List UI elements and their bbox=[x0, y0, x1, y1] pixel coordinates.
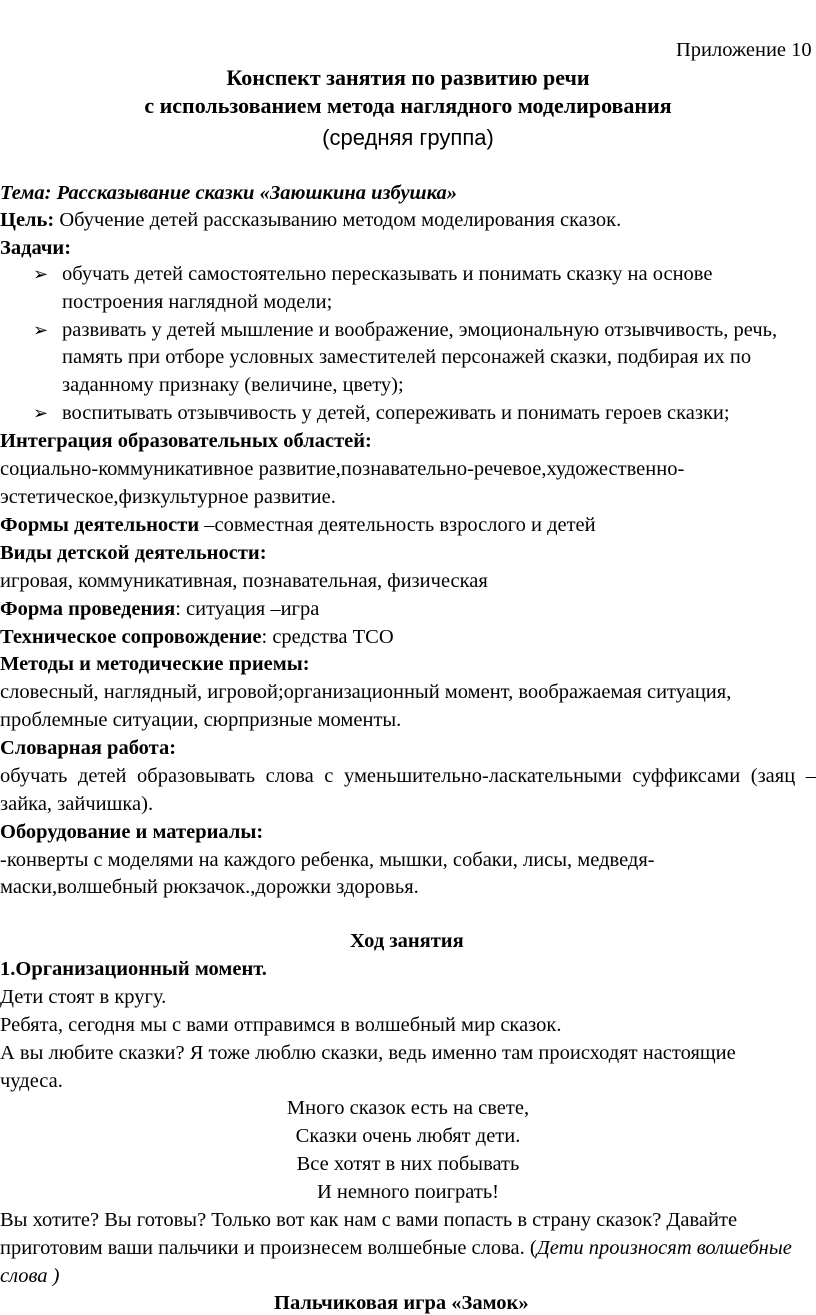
tech-value: : средства ТСО bbox=[261, 626, 394, 648]
theme-value: Рассказывание сказки «Заюшкина избушка» bbox=[56, 182, 458, 204]
vocab-label: Словарная работа: bbox=[0, 737, 177, 759]
methods-line1: словесный, наглядный, игровой;организационный момент, воображаемая ситуация, bbox=[0, 681, 732, 703]
poem-line-2: Сказки очень любят дети. bbox=[295, 1125, 521, 1147]
theme-label: Тема: bbox=[0, 182, 57, 204]
paragraph-2: Ребята, сегодня мы с вами отправимся в волшебный мир сказок. bbox=[0, 1014, 562, 1036]
task-2-line1: развивать у детей мышление и воображение, эмоциональную отзывчивость, речь, bbox=[62, 319, 778, 341]
form-conduct-line bbox=[0, 599, 319, 620]
theme-line bbox=[0, 183, 457, 204]
tech-label: Техническое сопровождение bbox=[0, 626, 262, 648]
document-title-line2: с использованием метода наглядного моделирования bbox=[144, 93, 672, 118]
vocab-line1: обучать детей образовывать слова с уменьшительно-ласкательными суффиксами (заяц – bbox=[0, 765, 816, 787]
paragraph-4-line3: слова ) bbox=[0, 1265, 60, 1287]
methods-label: Методы и методические приемы: bbox=[0, 653, 310, 675]
integration-line2: эстетическое,физкультурное развитие. bbox=[0, 486, 336, 508]
course-title: Ход занятия bbox=[350, 930, 464, 952]
goal-label: Цель: bbox=[0, 209, 55, 231]
goal-value: Обучение детей рассказыванию методом моделирования сказок. bbox=[54, 209, 622, 231]
finger-game-heading: Пальчиковая игра «Замок» bbox=[274, 1292, 529, 1314]
bullet-arrow-icon: ➢ bbox=[33, 264, 49, 285]
paragraph-3-line2: чудеса. bbox=[0, 1070, 63, 1092]
forms-value: –совместная деятельность взрослого и детей bbox=[199, 514, 596, 536]
paragraph-4-line2 bbox=[0, 1238, 792, 1259]
task-1-line1: обучать детей самостоятельно пересказывать и понимать сказку на основе bbox=[62, 263, 713, 285]
form-conduct-label: Форма проведения bbox=[0, 598, 176, 620]
form-conduct-value: : ситуация –игра bbox=[175, 598, 320, 620]
equipment-label: Оборудование и материалы: bbox=[0, 821, 264, 843]
methods-line2: проблемные ситуации, сюрпризные моменты. bbox=[0, 709, 402, 731]
paragraph-3-line1: А вы любите сказки? Я тоже люблю сказки, ведь именно там происходят настоящие bbox=[0, 1042, 736, 1064]
poem-line-4: И немного поиграть! bbox=[316, 1181, 500, 1203]
goal-line bbox=[0, 210, 621, 231]
tasks-label: Задачи: bbox=[0, 237, 72, 259]
poem-line-3: Все хотят в них побывать bbox=[296, 1153, 520, 1175]
paragraph-4-text: приготовим ваши пальчики и произнесем волшебные слова. ( bbox=[0, 1237, 537, 1259]
tech-line bbox=[0, 627, 394, 648]
kinds-value: игровая, коммуникативная, познавательная, физическая bbox=[0, 570, 488, 592]
bullet-arrow-icon: ➢ bbox=[33, 320, 49, 341]
integration-label: Интеграция образовательных областей: bbox=[0, 430, 372, 452]
appendix-label: Приложение 10 bbox=[676, 39, 812, 61]
paragraph-1: Дети стоят в кругу. bbox=[0, 986, 167, 1008]
paragraph-4-italic: Дети произносят волшебные bbox=[536, 1237, 792, 1259]
kinds-label: Виды детской деятельности: bbox=[0, 542, 267, 564]
integration-line1: социально-коммуникативное развитие,познавательно-речевое,художественно- bbox=[0, 458, 685, 480]
task-1-line2: построения наглядной модели; bbox=[62, 291, 333, 313]
poem-line-1: Много сказок есть на свете, bbox=[286, 1097, 530, 1119]
document-title-line1: Конспект занятия по развитию речи bbox=[226, 65, 590, 90]
equipment-line1: -конверты с моделями на каждого ребенка, мышки, собаки, лисы, медведя- bbox=[0, 849, 655, 871]
task-3-line1: воспитывать отзывчивость у детей, сопереживать и понимать героев сказки; bbox=[62, 402, 730, 424]
forms-line bbox=[0, 515, 596, 536]
forms-label: Формы деятельности bbox=[0, 514, 200, 536]
bullet-arrow-icon: ➢ bbox=[33, 403, 49, 424]
document-subtitle: (средняя группа) bbox=[322, 125, 494, 150]
vocab-line2: зайка, зайчишка). bbox=[0, 793, 154, 815]
org-moment-heading: 1.Организационный момент. bbox=[0, 958, 267, 980]
paragraph-4-line1: Вы хотите? Вы готовы? Только вот как нам с вами попасть в страну сказок? Давайте bbox=[0, 1209, 738, 1231]
task-2-line2: память при отборе условных заместителей персонажей сказки, подбирая их по bbox=[62, 346, 752, 368]
task-2-line3: заданному признаку (величине, цвету); bbox=[62, 374, 404, 396]
equipment-line2: маски,волшебный рюкзачок.,дорожки здоровья. bbox=[0, 876, 419, 898]
